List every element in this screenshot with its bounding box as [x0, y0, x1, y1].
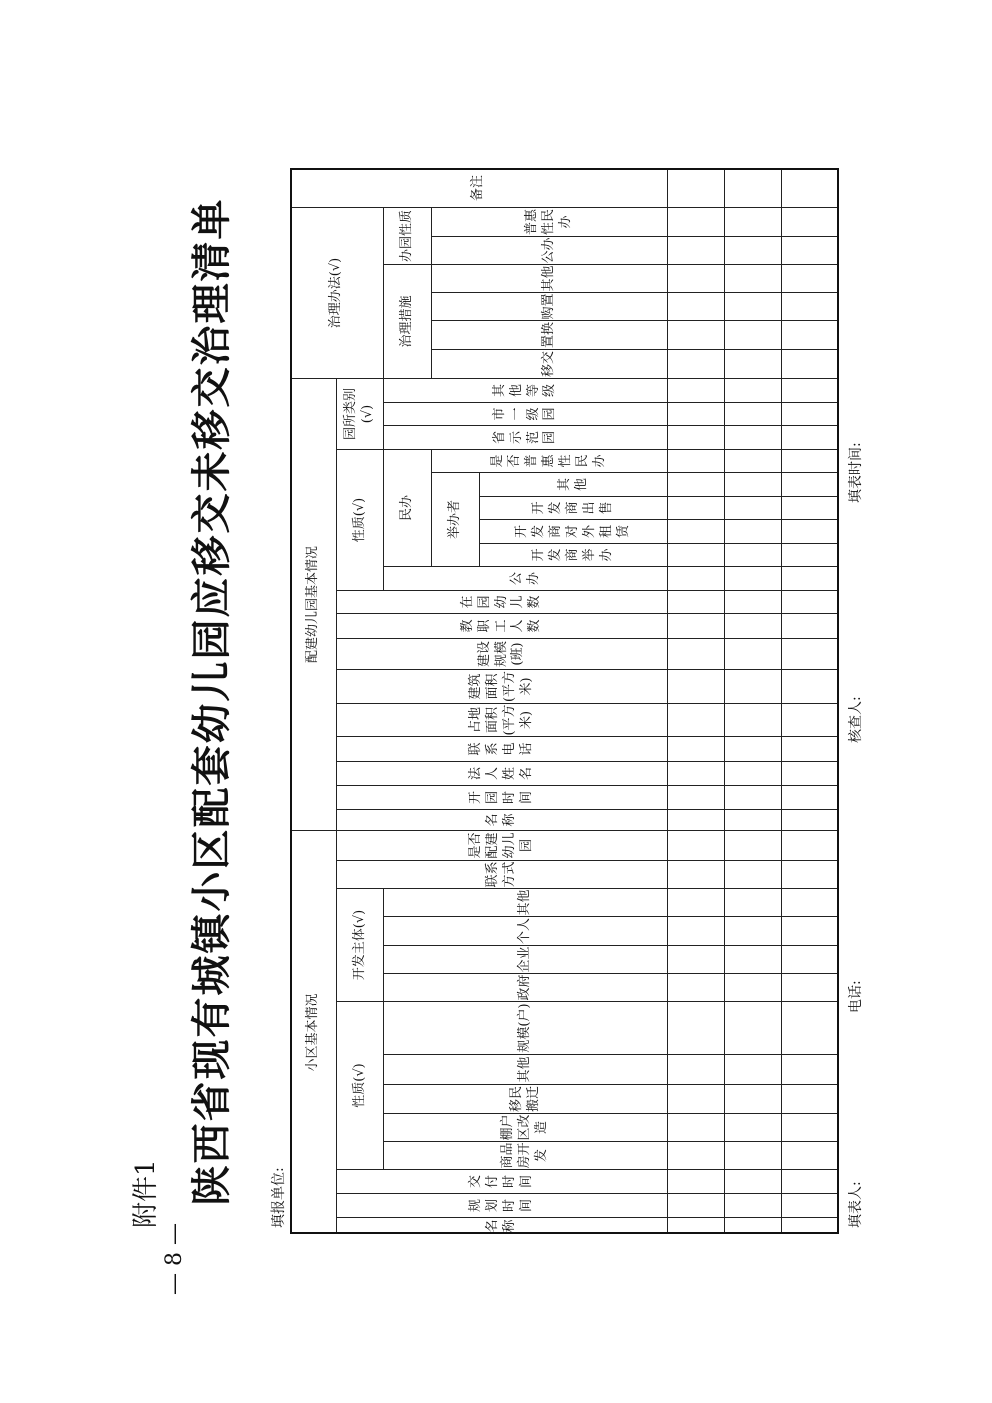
phone-label: 电话: — [848, 980, 864, 1013]
col-children-count-label: 在园幼儿数 — [459, 595, 543, 609]
col-scale-classes-label: 建设规模(班) — [476, 641, 526, 668]
group-run-nature-label: 办园性质 — [399, 210, 415, 263]
table-frame — [290, 168, 839, 1234]
col-commercial-label: 商品房开发 — [500, 1142, 549, 1169]
col-other-measure-label: 其他 — [541, 265, 557, 292]
col-has-kindergarten-label: 是否配建幼儿园 — [468, 832, 534, 859]
checker-label: 核查人: — [848, 696, 864, 743]
col-name-label: 名称 — [485, 1219, 517, 1233]
col-contact-method-label: 联系方式 — [485, 861, 517, 888]
group-kindergarten-label: 配建幼儿园基本情况 — [304, 546, 320, 664]
col-delivery-time-label: 交付时间 — [468, 1175, 534, 1189]
col-scale-households-label: 规模(户) — [517, 1003, 533, 1053]
col-other-nature-label: 其他 — [517, 1056, 533, 1083]
col-kg-name-label: 名称 — [485, 813, 517, 827]
group-nature-label: 性质(√) — [351, 1063, 367, 1108]
group-community-label: 小区基本情况 — [304, 993, 320, 1072]
col-dev-run-label: 开发商举办 — [531, 548, 614, 562]
col-enterprise-label: 企业 — [517, 946, 533, 973]
col-individual-label: 个人 — [517, 918, 533, 945]
col-shantytown-label: 棚户区改造 — [500, 1114, 549, 1141]
col-transfer-label: 移交 — [541, 351, 557, 378]
group-organizer-label: 举办者 — [447, 500, 463, 540]
attachment-label: 附件1 — [131, 1159, 161, 1228]
col-remarks-label: 备注 — [470, 175, 486, 202]
col-other-private-label: 其他 — [556, 478, 589, 492]
col-purchase-label: 购置 — [541, 293, 557, 320]
col-staff-count-label: 教职工人数 — [459, 619, 543, 633]
col-inclusive-label: 普惠性民办 — [524, 209, 573, 236]
col-building-area-label: 建筑面积(平方米) — [468, 670, 534, 703]
group-measures-label: 治理措施 — [399, 295, 415, 348]
fill-unit-label: 填报单位: — [271, 1167, 287, 1228]
group-private-run-label: 民办 — [399, 495, 415, 522]
col-dev-leased-label: 开发商对外租赁 — [514, 525, 631, 539]
filler-label: 填表人: — [848, 1181, 864, 1228]
col-provincial-demo-label: 省示范园 — [491, 431, 558, 445]
col-open-time-label: 开园时间 — [468, 791, 534, 805]
col-city-first-label: 市一级园 — [491, 407, 558, 421]
col-relocation-label: 移民搬迁 — [508, 1086, 541, 1113]
fill-time-label: 填表时间: — [848, 442, 864, 503]
col-public-nature-label: 公办 — [541, 237, 557, 264]
group-level-label: 园所类别(√) — [343, 388, 375, 441]
col-other-developer-label: 其他 — [517, 889, 533, 916]
col-phone-label: 联系电话 — [468, 742, 534, 756]
group-kg-nature-label: 性质(√) — [351, 497, 367, 543]
group-governance-label: 治理办法(√) — [328, 257, 344, 329]
col-government-label: 政府 — [517, 974, 533, 1001]
page-title: 陕西省现有城镇小区配套幼儿园应移交未移交治理清单 — [188, 197, 235, 1206]
col-legal-person-label: 法人姓名 — [468, 767, 534, 781]
col-dev-sold-label: 开发商出售 — [531, 501, 614, 515]
col-plan-time-label: 规划时间 — [468, 1199, 534, 1213]
col-replace-label: 置换 — [541, 322, 557, 349]
col-other-level-label: 其他等级 — [491, 384, 558, 398]
page-number: — 8 — — [162, 1223, 187, 1295]
col-inclusive-private-label: 是否普惠性民办 — [490, 454, 607, 468]
col-public-run-label: 公办 — [508, 572, 541, 586]
col-land-area-label: 占地面积(平方米) — [468, 704, 534, 736]
group-developer-label: 开发主体(√) — [351, 909, 367, 981]
